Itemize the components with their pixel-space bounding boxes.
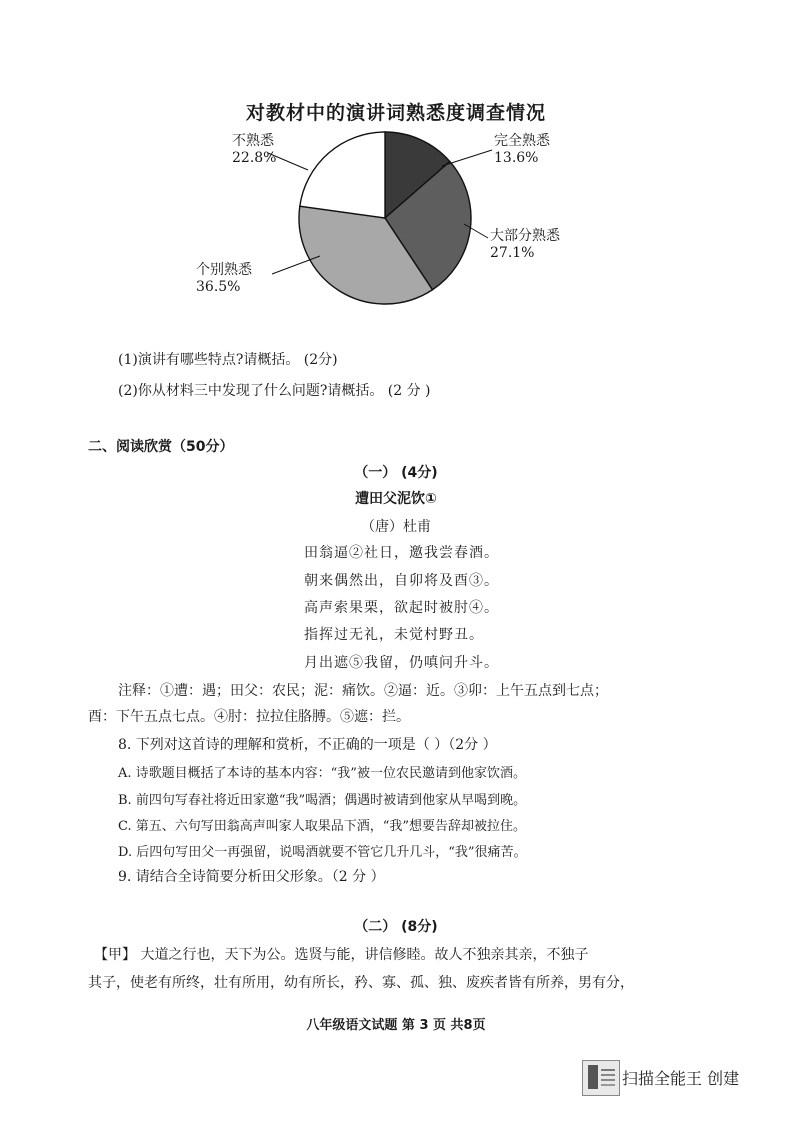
slice-label-partly-familiar bbox=[196, 262, 252, 296]
part-2-heading: （二） (8分) bbox=[354, 919, 438, 935]
question-2: (2)你从材料三中发现了什么问题?请概括。 (2 分 ) bbox=[118, 383, 431, 399]
slice-label-not-familiar-value: 22.8% bbox=[232, 150, 277, 166]
slice-label-mostly-familiar-name: 大部分熟悉 bbox=[490, 228, 560, 244]
chart-title: 对教材中的演讲词熟悉度调查情况 bbox=[245, 102, 546, 124]
q8-option-d: D. 后四句写田父一再强留，说喝酒就要不管它几升几斗，“我”很痛苦。 bbox=[118, 845, 527, 860]
slice-label-mostly-familiar-value: 27.1% bbox=[490, 245, 535, 261]
passage-jia-line-1: 【甲】 大道之行也，天下为公。选贤与能，讲信修睦。故人不独亲其亲，不独子 bbox=[94, 947, 589, 963]
slice-label-fully-familiar bbox=[494, 133, 550, 167]
question-1: (1)演讲有哪些特点?请概括。 (2分) bbox=[118, 352, 338, 368]
slice-label-partly-familiar-name: 个别熟悉 bbox=[196, 262, 252, 278]
notes-line-1: 注释：①遭：遇；田父：农民；泥：痛饮。②逼：近。③卯：上午五点到七点； bbox=[118, 683, 608, 699]
poem-author: （唐）杜甫 bbox=[361, 519, 431, 535]
slice-label-not-familiar-name: 不熟悉 bbox=[232, 133, 274, 149]
slice-label-mostly-familiar bbox=[490, 228, 560, 262]
poem-line: 指挥过无礼，未觉村野丑。 bbox=[304, 627, 484, 643]
pie-slice-not-familiar bbox=[300, 132, 385, 218]
q8-option-a: A. 诗歌题目概括了本诗的基本内容：“我”被一位农民邀请到他家饮酒。 bbox=[118, 766, 526, 781]
poem-line: 朝来偶然出，自卯将及酉③。 bbox=[304, 573, 499, 589]
scanner-watermark: 扫描全能王 创建 bbox=[622, 1069, 740, 1088]
scanner-logo-mark bbox=[588, 1065, 598, 1089]
poem-line: 月出遮⑤我留，仍嗔问升斗。 bbox=[304, 655, 499, 671]
slice-label-partly-familiar-value: 36.5% bbox=[196, 279, 241, 295]
poem-title: 遭田父泥饮① bbox=[355, 491, 437, 507]
poem-line: 田翁逼②社日，邀我尝春酒。 bbox=[304, 545, 499, 561]
passage-jia-line-2: 其子，使老有所终，壮有所用，幼有所长，矜、寡、孤、独、废疾者皆有所养，男有分， bbox=[88, 975, 634, 991]
page-footer: 八年级语文试题 第 3 页 共8页 bbox=[306, 1018, 486, 1033]
question-8: 8. 下列对这首诗的理解和赏析，不正确的一项是（ ）（2分 ） bbox=[118, 737, 497, 753]
q8-option-c: C. 第五、六句写田翁高声叫家人取果品下酒，“我”想要告辞却被拉住。 bbox=[118, 819, 527, 834]
slice-label-fully-familiar-value: 13.6% bbox=[494, 150, 539, 166]
poem-line: 高声索果栗，欲起时被肘④。 bbox=[304, 600, 499, 616]
leader-line-fully-familiar bbox=[442, 150, 492, 166]
scanner-logo bbox=[582, 1060, 620, 1096]
pie-chart bbox=[180, 128, 600, 328]
slice-label-not-familiar bbox=[232, 133, 276, 167]
scanner-logo-lines bbox=[601, 1069, 615, 1071]
slice-label-fully-familiar-name: 完全熟悉 bbox=[494, 133, 550, 149]
section-heading: 二、阅读欣赏（50分） bbox=[88, 439, 234, 455]
q8-option-b: B. 前四句写春社将近田家邀“我”喝酒；偶遇时被请到他家从早喝到晚。 bbox=[118, 793, 527, 808]
notes-line-2: 酉：下午五点七点。④肘：拉拉住胳膊。⑤遮：拦。 bbox=[88, 709, 410, 725]
question-9: 9. 请结合全诗简要分析田父形象。（2 分 ） bbox=[118, 869, 385, 885]
part-1-heading: （一） (4分) bbox=[354, 465, 438, 481]
